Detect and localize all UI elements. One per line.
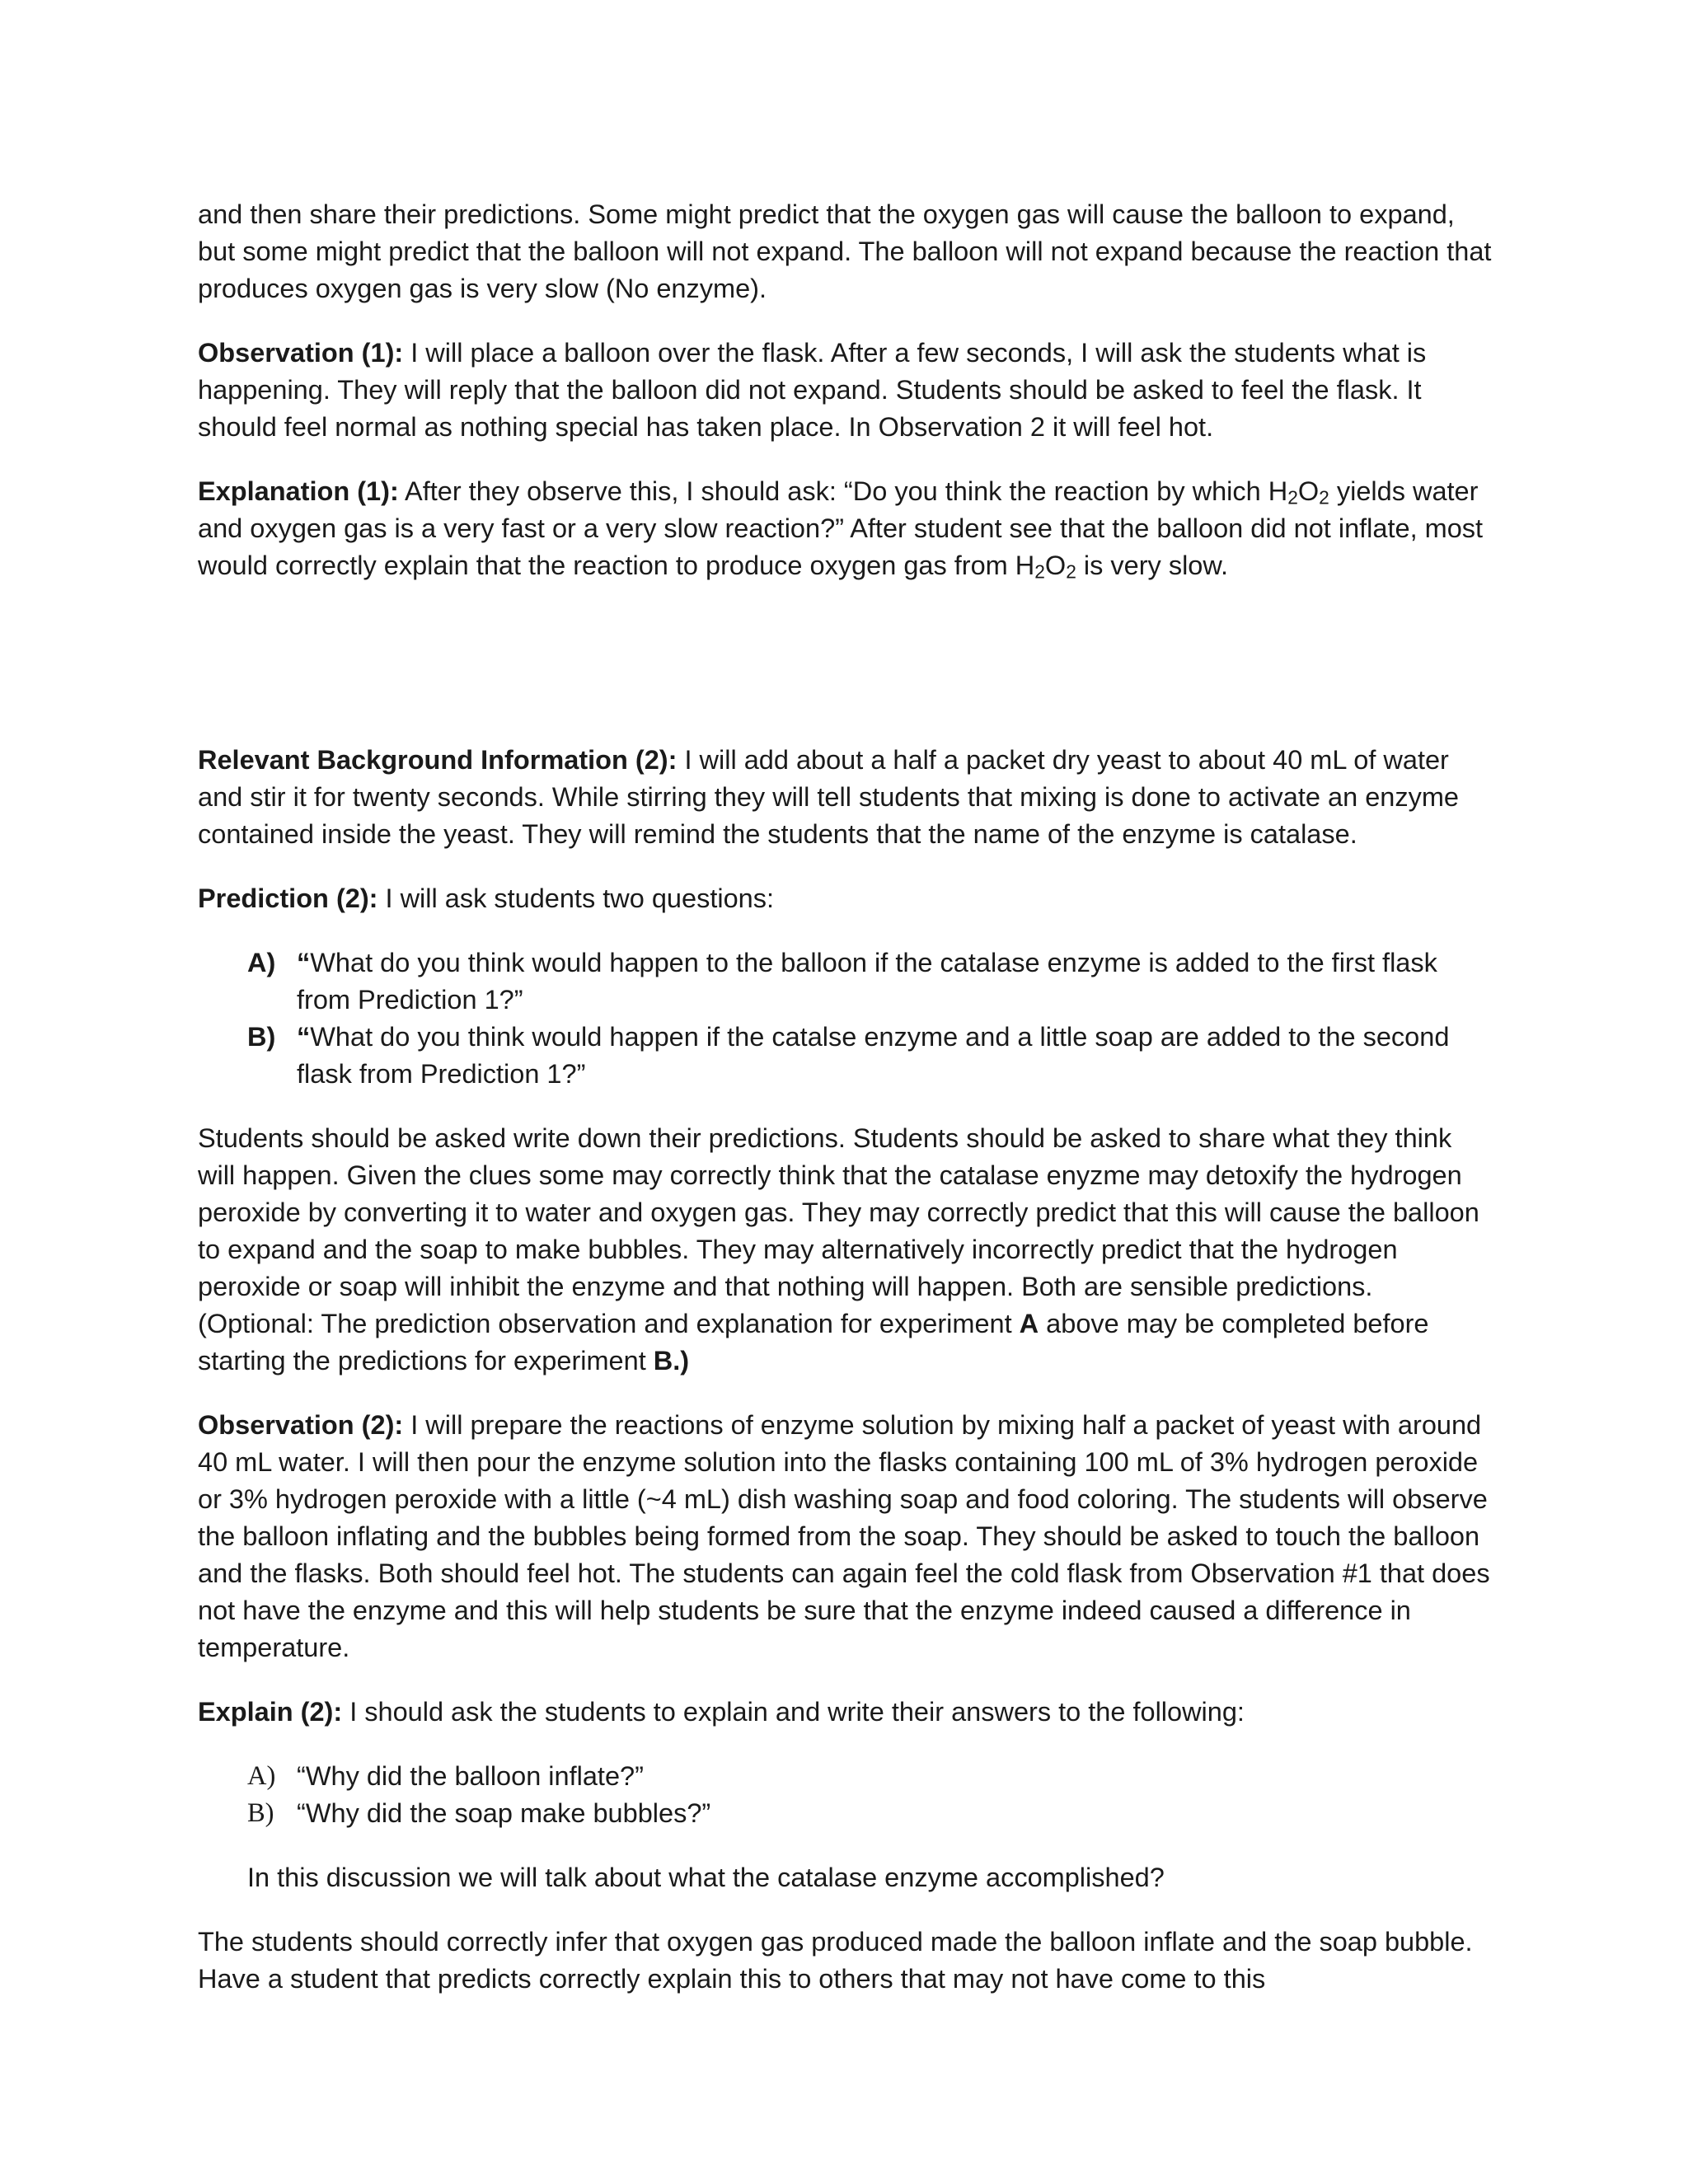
explain-2-text: I should ask the students to explain and write their answers to the following: (342, 1697, 1245, 1727)
explain-questions-list (198, 1758, 1492, 1832)
list-marker: B) (247, 1022, 276, 1052)
list-item-text: What do you think would happen to the balloon if the catalase enzyme is added to the first flask from Prediction 1?” (297, 948, 1437, 1015)
background-2-text: I will add about a half a packet dry yeast to about 40 mL of water and stir it for twenty seconds. While stirring they will tell students that mixing is done to activate an enzyme contained inside the yeast. They will remind the students that the name of the enzyme is catalase. (198, 745, 1459, 849)
explanation-1-text: After they observe this, I should ask: “Do you think the reaction by which H (398, 476, 1288, 506)
paragraph-observation-2 (198, 1407, 1492, 1666)
subscript: 2 (1287, 486, 1298, 509)
list-item (198, 944, 1492, 1019)
observation-1-text: I will place a balloon over the flask. After a few seconds, I will ask the students what is happening. They will reply that the balloon did not expand. Students should be asked to feel the flask. It should feel normal as nothing special has taken place. In Observation 2 it will feel hot. (198, 338, 1427, 442)
explain-2-label: Explain (2): (198, 1697, 343, 1727)
explanation-1-text: yields water and oxygen gas is a very fast or a very slow reaction?” After student see that the balloon did not inflate, most would correctly explain that the reaction to produce oxygen gas from H (198, 476, 1484, 580)
explanation-1-text: O (1297, 476, 1320, 506)
list-item (198, 1795, 1492, 1832)
observation-2-label: Observation (2): (198, 1410, 404, 1440)
paragraph-text: Students should be asked write down their predictions. Students should be asked to share what they think will happen. Given the clues some may correctly think that the catalase enyzme may detoxify the hydrogen peroxide by converting it to water and oxygen gas. They may correctly predict that this will cause the balloon to expand and the soap to make bubbles. They may alternatively incorrectly predict that the hydrogen peroxide or soap will inhibit the enzyme and that nothing will happen. Both are sensible predictions. (Optional: The prediction observation and explanation for experiment (198, 1123, 1479, 1338)
observation-2-text: I will prepare the reactions of enzyme solution by mixing half a packet of yeast with around 40 mL water. I will then pour the enzyme solution into the flasks containing 100 mL of 3% hydrogen peroxide or 3% hydrogen peroxide with a little (~4 mL) dish washing soap and food coloring. The students will observe the balloon inflating and the bubbles being formed from the soap. They should be asked to touch the balloon and the flasks. Both should feel hot. The students can again feel the cold flask from Observation #1 that does not have the enzyme and this will help students be sure that the enzyme indeed caused a difference in temperature. (198, 1410, 1490, 1662)
experiment-a-ref: A (1019, 1309, 1039, 1338)
open-quote: “ (297, 1022, 311, 1052)
list-item (198, 1019, 1492, 1093)
paragraph-explain-2 (198, 1694, 1492, 1731)
paragraph-text: above may be completed before starting the predictions for experiment (198, 1309, 1429, 1376)
paragraph-background-2 (198, 742, 1492, 853)
subscript: 2 (1034, 560, 1045, 583)
explanation-1-label: Explanation (1): (198, 476, 399, 506)
section-gap (198, 612, 1492, 742)
paragraph-observation-1 (198, 335, 1492, 446)
paragraph-prediction-2 (198, 880, 1492, 917)
list-marker: A) (247, 1761, 276, 1791)
prediction-2-label: Prediction (2): (198, 883, 378, 913)
prediction-2-text: I will ask students two questions: (377, 883, 775, 913)
list-marker: A) (247, 948, 276, 977)
explanation-1-text: is very slow. (1076, 551, 1229, 580)
list-item-text: What do you think would happen if the catalse enzyme and a little soap are added to the second flask from Prediction 1?” (297, 1022, 1450, 1089)
list-item-text: “Why did the balloon inflate?” (297, 1761, 644, 1791)
list-marker: B) (247, 1798, 274, 1828)
list-item-text: “Why did the soap make bubbles?” (297, 1798, 711, 1828)
paragraph-discussion: In this discussion we will talk about what the catalase enzyme accomplished? (247, 1863, 1165, 1892)
observation-1-label: Observation (1): (198, 338, 404, 368)
list-item (198, 1758, 1492, 1795)
paragraph-conclusion: The students should correctly infer that oxygen gas produced made the balloon inflate and the soap bubble. Have a student that predicts correctly explain this to others that may not have come to this (198, 1927, 1473, 1994)
experiment-b-ref: B.) (653, 1346, 690, 1376)
explanation-1-text: O (1044, 551, 1067, 580)
prediction-questions-list (198, 944, 1492, 1093)
paragraph-explanation-1 (198, 473, 1492, 584)
paragraph-student-predictions (198, 1120, 1492, 1380)
open-quote: “ (297, 948, 311, 977)
subscript: 2 (1319, 486, 1329, 509)
document-page (198, 196, 1492, 2025)
background-2-label: Relevant Background Information (2): (198, 745, 678, 775)
subscript: 2 (1066, 560, 1076, 583)
paragraph-prediction-continued: and then share their predictions. Some might predict that the oxygen gas will cause the balloon to expand, but some might predict that the balloon will not expand. The balloon will not expand because the reaction that produces oxygen gas is very slow (No enzyme). (198, 199, 1492, 303)
